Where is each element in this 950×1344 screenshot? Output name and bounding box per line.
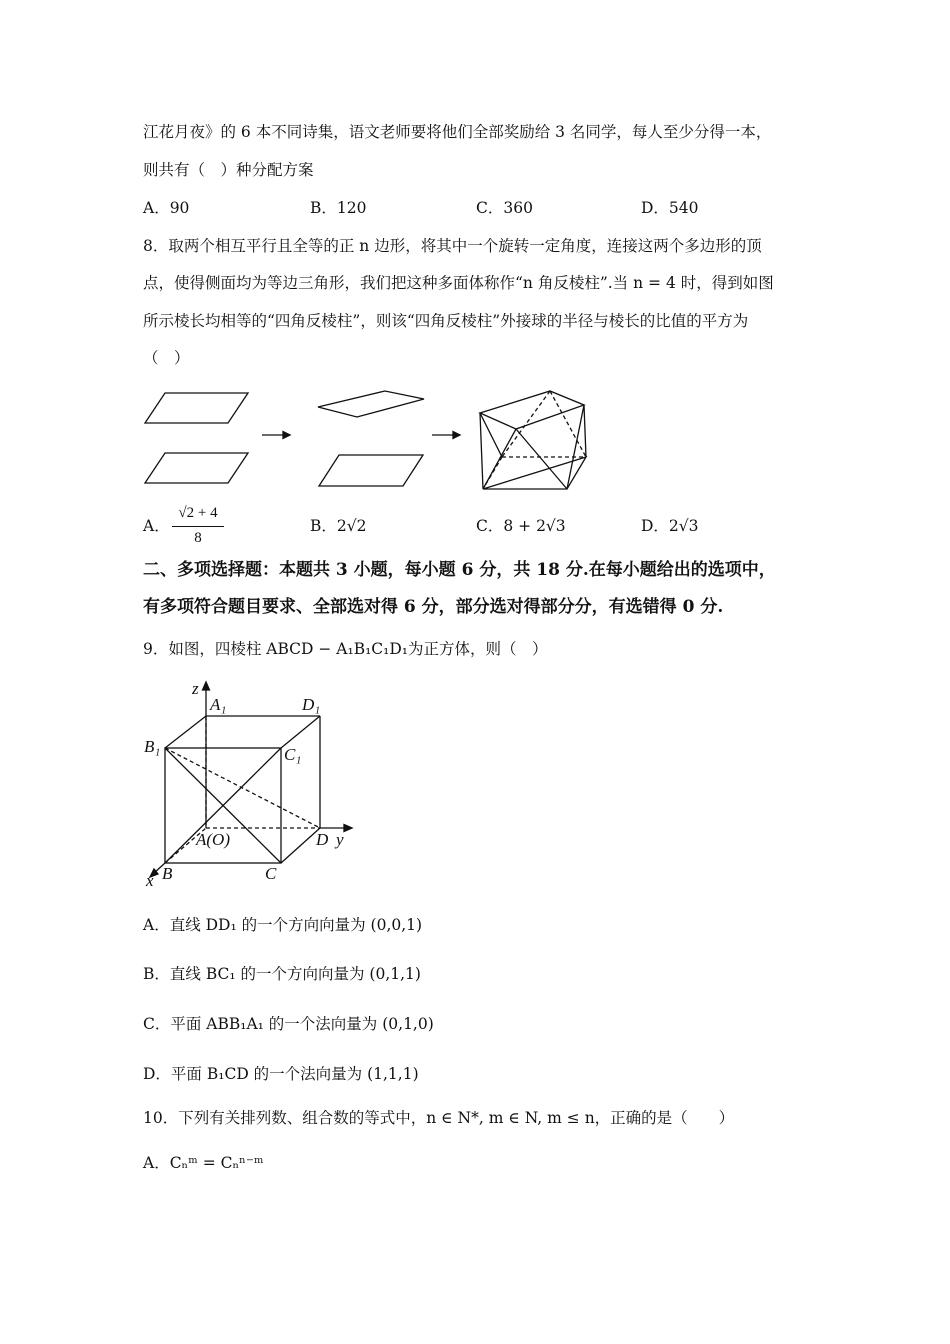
- square-top-rotated: [318, 391, 424, 417]
- square-bottom-left: [145, 453, 248, 483]
- label-x: x: [146, 871, 154, 888]
- q7-option-a: A．90: [143, 199, 190, 217]
- q7-option-c: C．360: [476, 199, 533, 217]
- q8-option-a-label: A．: [143, 517, 170, 535]
- q8-line1: 8．取两个相互平行且全等的正 n 边形，将其中一个旋转一定角度，连接这两个多边形的顶: [143, 237, 762, 255]
- q9-option-d: D．平面 B₁CD 的一个法向量为 (1,1,1): [143, 1065, 419, 1083]
- q9-option-b: B．直线 BC₁ 的一个方向向量为 (0,1,1): [143, 965, 421, 983]
- label-d: D: [316, 830, 329, 849]
- label-c1: C₁: [284, 745, 302, 764]
- q8-line3: 所示棱长均相等的“四角反棱柱”，则该“四角反棱柱”外接球的半径与棱长的比值的平方为: [143, 312, 749, 330]
- cube-figure: [140, 678, 370, 888]
- q8-line2: 点，使得侧面均为等边三角形，我们把这种多面体称作“n 角反棱柱”.当 n = 4 时，得到如图: [143, 274, 774, 292]
- q8-option-a-numerator: √2 + 4: [178, 505, 218, 521]
- label-b1: B₁: [144, 737, 161, 756]
- q7-line2: 则共有（ ）种分配方案: [143, 161, 314, 179]
- section2-line2: 有多项符合题目要求、全部选对得 6 分，部分选对得部分分，有选错得 0 分.: [143, 597, 724, 617]
- q7-line1: 江花月夜》的 6 本不同诗集，语文老师要将他们全部奖励给 3 名同学，每人至少分得一本，: [143, 123, 772, 141]
- q8-option-c: C．8 + 2√3: [476, 517, 566, 535]
- section2-line1: 二、多项选择题：本题共 3 小题，每小题 6 分，共 18 分.在每小题给出的选项中，: [143, 560, 776, 580]
- label-a1: A₁: [210, 695, 227, 714]
- antiprism-figure: [140, 385, 620, 500]
- q10-option-a: A．Cₙᵐ = Cₙⁿ⁻ᵐ: [143, 1154, 264, 1172]
- antiprism-top: [480, 391, 584, 429]
- square-bottom-middle: [319, 455, 423, 486]
- label-ao: A(O): [196, 830, 230, 849]
- q9-option-c: C．平面 ABB₁A₁ 的一个法向量为 (0,1,0): [143, 1015, 434, 1033]
- square-top-left: [145, 393, 248, 423]
- label-z: z: [192, 679, 199, 698]
- q9-stem: 9．如图，四棱柱 ABCD − A₁B₁C₁D₁为正方体，则（ ）: [143, 640, 548, 658]
- q8-option-a-fraction-bar: [172, 526, 224, 527]
- q7-option-d: D．540: [641, 199, 699, 217]
- label-d1: D₁: [302, 695, 321, 714]
- label-c: C: [265, 864, 277, 883]
- q10-stem: 10．下列有关排列数、组合数的等式中，n ∈ N*, m ∈ N, m ≤ n，正确的是（ ）: [143, 1109, 735, 1127]
- q7-option-b: B．120: [310, 199, 367, 217]
- q8-line4: （ ）: [143, 349, 190, 367]
- q8-option-d: D．2√3: [641, 517, 699, 535]
- label-y: y: [336, 830, 344, 849]
- q8-option-a-denominator: 8: [194, 530, 202, 546]
- label-b: B: [162, 864, 173, 883]
- q9-option-a: A．直线 DD₁ 的一个方向向量为 (0,0,1): [143, 916, 423, 934]
- q8-option-b: B．2√2: [310, 517, 367, 535]
